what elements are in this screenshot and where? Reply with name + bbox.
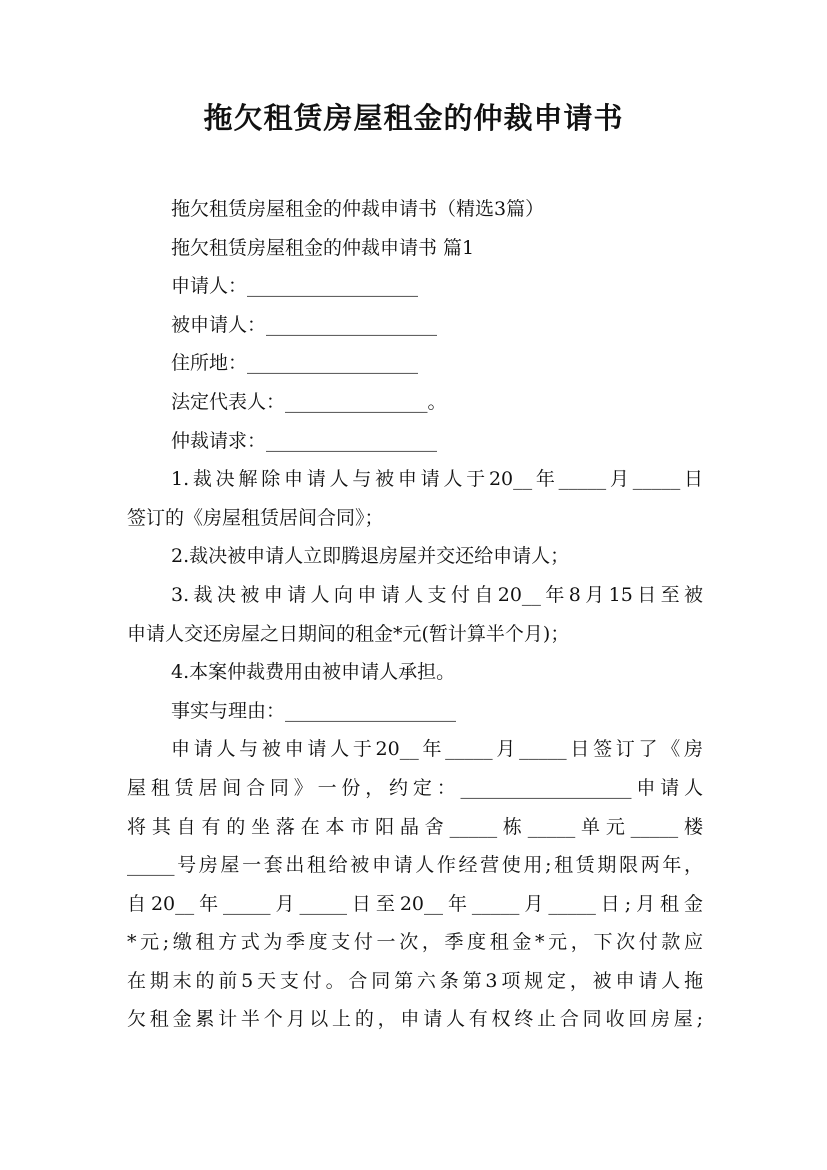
facts-and-reasons-field: 事实与理由：__________________ [171,699,457,722]
subtitle-line: 拖欠租赁房屋租金的仲裁申请书（精选3篇） [171,198,545,220]
facts-paragraph-line: 在期末的前5天支付。合同第六条第3项规定，被申请人拖 [127,969,703,992]
facts-paragraph-line: _____号房屋一套出租给被申请人作经营使用;租赁期限两年， [127,854,703,877]
respondent-field: 被申请人：__________________ [171,313,438,336]
claim-1-line-1: 1.裁决解除申请人与被申请人于20__年_____月_____日 [171,468,703,491]
facts-paragraph-line: *元;缴租方式为季度支付一次，季度租金*元，下次付款应 [127,931,703,954]
claim-2: 2.裁决被申请人立即腾退房屋并交还给申请人； [171,545,570,568]
claim-1-line-2: 签订的《房屋租赁居间合同》； [127,506,384,529]
document-title: 拖欠租赁房屋租金的仲裁申请书 [203,101,624,135]
claim-3-line-2: 申请人交还房屋之日期间的租金*元(暂计算半个月)； [127,622,570,645]
section-heading: 拖欠租赁房屋租金的仲裁申请书 篇1 [171,236,475,259]
legal-representative-field: 法定代表人：_______________。 [171,390,447,413]
claim-3-line-1: 3.裁决被申请人向申请人支付自20__年8月15日至被 [171,583,703,606]
claim-4: 4.本案仲裁费用由被申请人承担。 [171,661,456,684]
arbitration-claims-field: 仲裁请求：__________________ [171,429,438,452]
address-field: 住所地：__________________ [171,352,419,375]
facts-paragraph-line: 欠租金累计半个月以上的，申请人有权终止合同收回房屋; [127,1008,703,1031]
document-body [127,190,703,1039]
facts-paragraph-line: 将其自有的坐落在本市阳晶舍_____栋_____单元_____楼 [127,815,703,838]
facts-paragraph-line: 屋租赁居间合同》一份，约定：__________________申请人 [127,776,703,799]
facts-paragraph-line: 申请人与被申请人于20__年_____月_____日签订了《房 [171,738,703,761]
applicant-field: 申请人：__________________ [171,275,419,298]
facts-paragraph-line: 自20__年_____月_____日至20__年_____月_____日;月租金 [127,892,703,915]
